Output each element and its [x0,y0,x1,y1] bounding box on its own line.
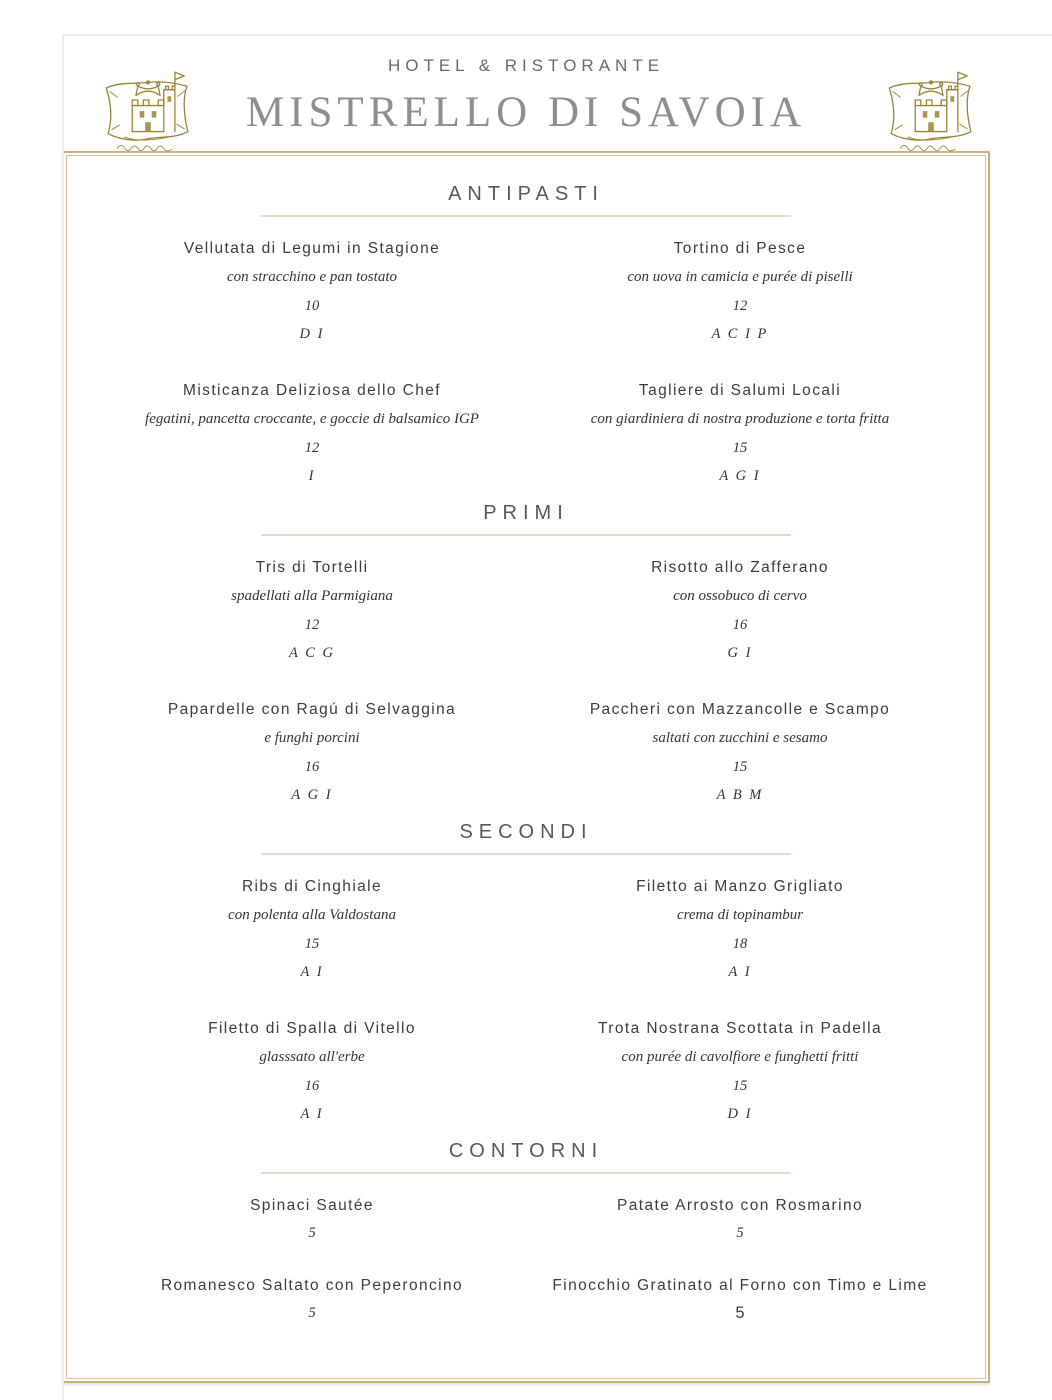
menu-item [98,239,526,343]
menu-section-secondi [75,820,977,1123]
item-name: Filetto di Spalla di Vitello [208,1020,416,1037]
castle-crest-icon [95,62,201,164]
menu-header [0,0,1052,137]
item-allergens: D I [299,326,325,342]
item-price: 16 [732,617,748,633]
restaurant-title: MISTRELLO DI SAVOIA [245,89,807,136]
item-allergens: A I [728,964,752,980]
item-price: 15 [732,440,748,456]
section-rule [261,853,791,855]
menu-item [526,1196,954,1252]
item-price: 12 [304,440,320,456]
menu-section-contorni [75,1139,977,1332]
menu-item [526,381,954,485]
item-description: e funghi porcini [264,730,360,746]
item-price: 15 [304,936,320,952]
item-name: Risotto allo Zafferano [651,559,829,576]
item-price: 15 [732,759,748,775]
item-description: con purée di cavolfiore e funghetti fritti [621,1049,859,1065]
menu-item [98,877,526,981]
menu-item [98,1276,526,1332]
item-allergens: A C I P [711,326,769,342]
item-allergens: A G I [719,468,761,484]
item-description: con stracchino e pan tostato [227,269,397,285]
item-description: con giardiniera di nostra produzione e torta fritta [590,411,890,427]
item-price: 18 [732,936,748,952]
section-rule [261,1172,791,1174]
item-name: Trota Nostrana Scottata in Padella [598,1020,882,1037]
item-name: Misticanza Deliziosa dello Chef [183,382,441,399]
menu-item [526,239,954,343]
menu-item [526,877,954,981]
section-rule [261,534,791,536]
section-items [98,877,954,1123]
item-name: Tagliere di Salumi Locali [638,382,842,399]
item-allergens: A C G [289,645,335,661]
item-description: con polenta alla Valdostana [228,907,396,923]
item-allergens: G I [727,645,753,661]
item-allergens: I [308,468,316,484]
section-items [98,1196,954,1332]
menu-item [526,558,954,662]
menu-item [98,1019,526,1123]
item-price: 5 [735,1304,745,1322]
item-description: con uova in camicia e purée di piselli [627,269,853,285]
item-price: 5 [308,1305,316,1321]
hotel-eyebrow: HOTEL & RISTORANTE [387,56,665,75]
item-name: Spinaci Sautée [250,1197,374,1214]
menu-card [62,151,990,1383]
menu-section-primi [75,501,977,804]
menu-item [526,1019,954,1123]
section-items [98,558,954,804]
section-title-contorni: CONTORNI [448,1140,604,1162]
item-name: Paccheri con Mazzancolle e Scampo [589,701,891,718]
item-price: 12 [732,298,748,314]
item-price: 12 [304,617,320,633]
item-name: Papardelle con Ragú di Selvaggina [167,701,457,718]
item-name: Tortino di Pesce [673,240,807,257]
item-price: 16 [304,759,320,775]
item-name: Finocchio Gratinato al Forno con Timo e Lime [552,1277,928,1294]
section-title-secondi: SECONDI [459,821,593,843]
item-price: 16 [304,1078,320,1094]
section-title-primi: PRIMI [483,502,569,524]
item-description: crema di topinambur [676,907,804,923]
section-title-antipasti: ANTIPASTI [448,183,604,205]
item-name: Ribs di Cinghiale [241,878,383,895]
item-allergens: A B M [716,787,764,803]
item-description: saltati con zucchini e sesamo [652,730,828,746]
item-allergens: A G I [291,787,333,803]
menu-card-inner [66,155,986,1379]
castle-crest-icon [878,62,984,164]
item-name: Tris di Tortelli [255,559,369,576]
item-name: Filetto ai Manzo Grigliato [636,878,844,895]
menu-item [526,1276,954,1332]
item-name: Romanesco Saltato con Peperoncino [160,1277,464,1294]
item-allergens: D I [727,1106,753,1122]
item-price: 10 [304,298,320,314]
menu-section-antipasti [75,182,977,485]
menu-item [98,700,526,804]
item-allergens: A I [300,1106,324,1122]
item-description: fegatini, pancetta croccante, e goccie di balsamico IGP [145,411,479,427]
menu-item [98,381,526,485]
section-rule [261,215,791,217]
menu-item [526,700,954,804]
item-price: 5 [736,1225,744,1241]
item-price: 5 [308,1225,316,1241]
item-allergens: A I [300,964,324,980]
item-description: spadellati alla Parmigiana [231,588,393,604]
section-items [98,239,954,485]
item-name: Patate Arrosto con Rosmarino [617,1197,863,1214]
menu-item [98,558,526,662]
item-description: glasssato all'erbe [259,1049,365,1065]
item-price: 15 [732,1078,748,1094]
item-name: Vellutata di Legumi in Stagione [183,240,441,257]
menu-item [98,1196,526,1252]
menu-sections [75,182,977,1332]
item-description: con ossobuco di cervo [673,588,807,604]
